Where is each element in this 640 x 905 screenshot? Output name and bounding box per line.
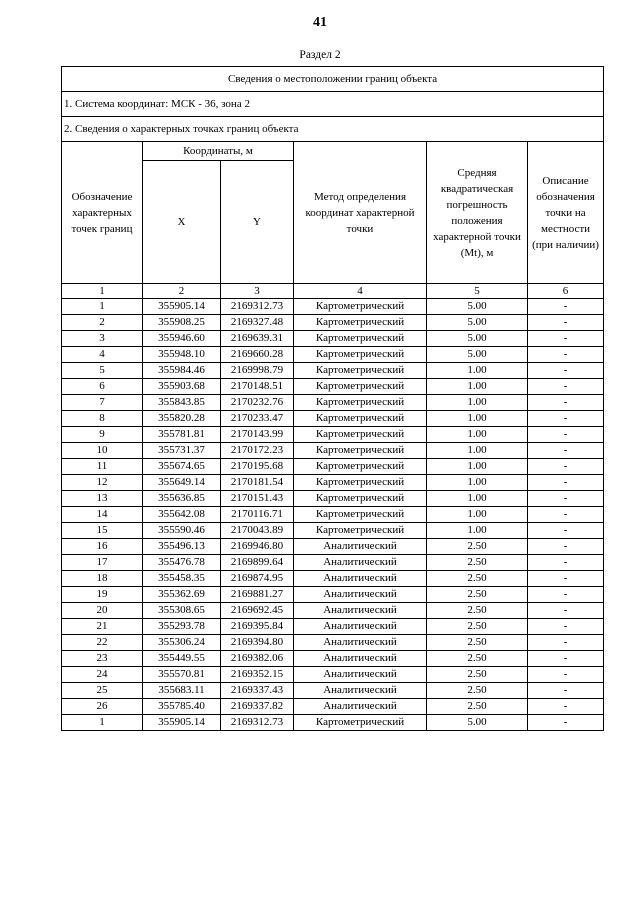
description-cell: - <box>528 619 604 635</box>
x-coordinate-cell: 355948.10 <box>143 347 221 363</box>
y-coordinate-cell: 2169899.64 <box>221 555 294 571</box>
table-body <box>62 67 604 731</box>
column-number: 4 <box>294 284 427 299</box>
accuracy-cell: 1.00 <box>427 523 528 539</box>
y-coordinate-cell: 2169946.80 <box>221 539 294 555</box>
description-cell: - <box>528 395 604 411</box>
method-cell: Картометрический <box>294 379 427 395</box>
x-coordinate-cell: 355903.68 <box>143 379 221 395</box>
x-coordinate-cell: 355458.35 <box>143 571 221 587</box>
point-id-cell: 14 <box>62 507 143 523</box>
y-coordinate-cell: 2169874.95 <box>221 571 294 587</box>
accuracy-cell: 2.50 <box>427 635 528 651</box>
x-coordinate-cell: 355590.46 <box>143 523 221 539</box>
point-id-cell: 9 <box>62 427 143 443</box>
y-coordinate-cell: 2170043.89 <box>221 523 294 539</box>
x-coordinate-cell: 355293.78 <box>143 619 221 635</box>
method-cell: Картометрический <box>294 363 427 379</box>
accuracy-cell: 2.50 <box>427 699 528 715</box>
accuracy-cell: 1.00 <box>427 443 528 459</box>
page-number: 41 <box>313 15 327 30</box>
point-id-cell: 24 <box>62 667 143 683</box>
description-cell: - <box>528 299 604 315</box>
description-cell: - <box>528 635 604 651</box>
description-cell: - <box>528 539 604 555</box>
y-coordinate-cell: 2170116.71 <box>221 507 294 523</box>
column-number-row <box>62 284 604 299</box>
point-id-cell: 8 <box>62 411 143 427</box>
table-row <box>62 459 604 475</box>
column-number: 6 <box>528 284 604 299</box>
points-title-row <box>62 117 604 142</box>
header-designation: Обозначение характерных точек границ <box>62 142 143 284</box>
x-coordinate-cell: 355908.25 <box>143 315 221 331</box>
method-cell: Аналитический <box>294 603 427 619</box>
description-cell: - <box>528 379 604 395</box>
header-row-1 <box>62 142 604 161</box>
description-cell: - <box>528 507 604 523</box>
method-cell: Картометрический <box>294 475 427 491</box>
x-coordinate-cell: 355785.40 <box>143 699 221 715</box>
header-method: Метод определения координат характерной точки <box>294 142 427 284</box>
method-cell: Картометрический <box>294 347 427 363</box>
x-coordinate-cell: 355820.28 <box>143 411 221 427</box>
points-title: 2. Сведения о характерных точках границ объекта <box>62 117 604 142</box>
accuracy-cell: 2.50 <box>427 683 528 699</box>
point-id-cell: 19 <box>62 587 143 603</box>
y-coordinate-cell: 2169337.43 <box>221 683 294 699</box>
accuracy-cell: 2.50 <box>427 651 528 667</box>
method-cell: Аналитический <box>294 683 427 699</box>
description-cell: - <box>528 715 604 731</box>
x-coordinate-cell: 355984.46 <box>143 363 221 379</box>
x-coordinate-cell: 355306.24 <box>143 635 221 651</box>
accuracy-cell: 2.50 <box>427 555 528 571</box>
table-row <box>62 699 604 715</box>
method-cell: Картометрический <box>294 507 427 523</box>
x-coordinate-cell: 355570.81 <box>143 667 221 683</box>
table-row <box>62 651 604 667</box>
description-cell: - <box>528 667 604 683</box>
method-cell: Аналитический <box>294 699 427 715</box>
y-coordinate-cell: 2169312.73 <box>221 715 294 731</box>
method-cell: Аналитический <box>294 635 427 651</box>
method-cell: Аналитический <box>294 571 427 587</box>
y-coordinate-cell: 2170148.51 <box>221 379 294 395</box>
method-cell: Аналитический <box>294 651 427 667</box>
header-accuracy: Средняя квадратическая погрешность положения характерной точки (Mt), м <box>427 142 528 284</box>
accuracy-cell: 2.50 <box>427 587 528 603</box>
method-cell: Картометрический <box>294 523 427 539</box>
header-y: Y <box>221 161 294 284</box>
table-row <box>62 587 604 603</box>
description-cell: - <box>528 603 604 619</box>
table-title-row <box>62 67 604 92</box>
x-coordinate-cell: 355476.78 <box>143 555 221 571</box>
y-coordinate-cell: 2169337.82 <box>221 699 294 715</box>
point-id-cell: 16 <box>62 539 143 555</box>
table-row <box>62 603 604 619</box>
y-coordinate-cell: 2169395.84 <box>221 619 294 635</box>
y-coordinate-cell: 2169312.73 <box>221 299 294 315</box>
x-coordinate-cell: 355905.14 <box>143 715 221 731</box>
accuracy-cell: 1.00 <box>427 379 528 395</box>
accuracy-cell: 2.50 <box>427 571 528 587</box>
column-number: 1 <box>62 284 143 299</box>
x-coordinate-cell: 355649.14 <box>143 475 221 491</box>
x-coordinate-cell: 355731.37 <box>143 443 221 459</box>
table-row <box>62 395 604 411</box>
x-coordinate-cell: 355308.65 <box>143 603 221 619</box>
y-coordinate-cell: 2169639.31 <box>221 331 294 347</box>
accuracy-cell: 1.00 <box>427 411 528 427</box>
description-cell: - <box>528 651 604 667</box>
y-coordinate-cell: 2169998.79 <box>221 363 294 379</box>
y-coordinate-cell: 2169327.48 <box>221 315 294 331</box>
method-cell: Аналитический <box>294 667 427 683</box>
table-row <box>62 635 604 651</box>
description-cell: - <box>528 459 604 475</box>
table-row <box>62 507 604 523</box>
method-cell: Картометрический <box>294 459 427 475</box>
description-cell: - <box>528 331 604 347</box>
point-id-cell: 7 <box>62 395 143 411</box>
point-id-cell: 13 <box>62 491 143 507</box>
accuracy-cell: 2.50 <box>427 603 528 619</box>
column-number: 2 <box>143 284 221 299</box>
y-coordinate-cell: 2170143.99 <box>221 427 294 443</box>
x-coordinate-cell: 355905.14 <box>143 299 221 315</box>
table-row <box>62 299 604 315</box>
accuracy-cell: 2.50 <box>427 539 528 555</box>
method-cell: Картометрический <box>294 427 427 443</box>
accuracy-cell: 1.00 <box>427 459 528 475</box>
boundary-table <box>61 66 604 731</box>
point-id-cell: 18 <box>62 571 143 587</box>
table-row <box>62 619 604 635</box>
accuracy-cell: 5.00 <box>427 331 528 347</box>
description-cell: - <box>528 683 604 699</box>
point-id-cell: 10 <box>62 443 143 459</box>
accuracy-cell: 1.00 <box>427 427 528 443</box>
method-cell: Картометрический <box>294 411 427 427</box>
accuracy-cell: 5.00 <box>427 347 528 363</box>
table-row <box>62 555 604 571</box>
x-coordinate-cell: 355946.60 <box>143 331 221 347</box>
y-coordinate-cell: 2170233.47 <box>221 411 294 427</box>
table-row <box>62 475 604 491</box>
method-cell: Аналитический <box>294 619 427 635</box>
method-cell: Картометрический <box>294 395 427 411</box>
y-coordinate-cell: 2170151.43 <box>221 491 294 507</box>
description-cell: - <box>528 363 604 379</box>
point-id-cell: 2 <box>62 315 143 331</box>
x-coordinate-cell: 355683.11 <box>143 683 221 699</box>
accuracy-cell: 5.00 <box>427 299 528 315</box>
description-cell: - <box>528 427 604 443</box>
point-id-cell: 23 <box>62 651 143 667</box>
method-cell: Картометрический <box>294 715 427 731</box>
accuracy-cell: 1.00 <box>427 491 528 507</box>
table-row <box>62 683 604 699</box>
point-id-cell: 6 <box>62 379 143 395</box>
table-row <box>62 523 604 539</box>
method-cell: Аналитический <box>294 539 427 555</box>
point-id-cell: 4 <box>62 347 143 363</box>
x-coordinate-cell: 355843.85 <box>143 395 221 411</box>
accuracy-cell: 2.50 <box>427 619 528 635</box>
x-coordinate-cell: 355636.85 <box>143 491 221 507</box>
point-id-cell: 17 <box>62 555 143 571</box>
point-id-cell: 5 <box>62 363 143 379</box>
point-id-cell: 11 <box>62 459 143 475</box>
table-row <box>62 443 604 459</box>
accuracy-cell: 2.50 <box>427 667 528 683</box>
table-row <box>62 427 604 443</box>
table-row <box>62 571 604 587</box>
section-label: Раздел 2 <box>299 49 341 61</box>
table-row <box>62 379 604 395</box>
method-cell: Картометрический <box>294 331 427 347</box>
point-id-cell: 15 <box>62 523 143 539</box>
point-id-cell: 1 <box>62 299 143 315</box>
y-coordinate-cell: 2170195.68 <box>221 459 294 475</box>
table-row <box>62 347 604 363</box>
table-row <box>62 539 604 555</box>
coord-system: 1. Система координат: МСК - 36, зона 2 <box>62 92 604 117</box>
accuracy-cell: 1.00 <box>427 475 528 491</box>
table-title: Сведения о местоположении границ объекта <box>62 67 604 92</box>
description-cell: - <box>528 587 604 603</box>
point-id-cell: 25 <box>62 683 143 699</box>
method-cell: Картометрический <box>294 491 427 507</box>
y-coordinate-cell: 2169692.45 <box>221 603 294 619</box>
table-row <box>62 331 604 347</box>
point-id-cell: 26 <box>62 699 143 715</box>
x-coordinate-cell: 355449.55 <box>143 651 221 667</box>
y-coordinate-cell: 2169394.80 <box>221 635 294 651</box>
description-cell: - <box>528 699 604 715</box>
point-id-cell: 1 <box>62 715 143 731</box>
y-coordinate-cell: 2170172.23 <box>221 443 294 459</box>
accuracy-cell: 5.00 <box>427 715 528 731</box>
column-number: 5 <box>427 284 528 299</box>
header-x: X <box>143 161 221 284</box>
y-coordinate-cell: 2170232.76 <box>221 395 294 411</box>
description-cell: - <box>528 555 604 571</box>
y-coordinate-cell: 2170181.54 <box>221 475 294 491</box>
accuracy-cell: 5.00 <box>427 315 528 331</box>
method-cell: Аналитический <box>294 555 427 571</box>
column-number: 3 <box>221 284 294 299</box>
x-coordinate-cell: 355362.69 <box>143 587 221 603</box>
method-cell: Картометрический <box>294 299 427 315</box>
header-coords: Координаты, м <box>143 142 294 161</box>
table-row <box>62 315 604 331</box>
x-coordinate-cell: 355496.13 <box>143 539 221 555</box>
x-coordinate-cell: 355642.08 <box>143 507 221 523</box>
y-coordinate-cell: 2169660.28 <box>221 347 294 363</box>
description-cell: - <box>528 571 604 587</box>
y-coordinate-cell: 2169881.27 <box>221 587 294 603</box>
description-cell: - <box>528 443 604 459</box>
x-coordinate-cell: 355781.81 <box>143 427 221 443</box>
point-id-cell: 21 <box>62 619 143 635</box>
table-row <box>62 715 604 731</box>
y-coordinate-cell: 2169382.06 <box>221 651 294 667</box>
description-cell: - <box>528 411 604 427</box>
description-cell: - <box>528 491 604 507</box>
point-id-cell: 3 <box>62 331 143 347</box>
point-id-cell: 22 <box>62 635 143 651</box>
x-coordinate-cell: 355674.65 <box>143 459 221 475</box>
description-cell: - <box>528 475 604 491</box>
table-row <box>62 411 604 427</box>
header-description: Описание обозначения точки на местности (при наличии) <box>528 142 604 284</box>
method-cell: Картометрический <box>294 315 427 331</box>
coord-system-row <box>62 92 604 117</box>
description-cell: - <box>528 523 604 539</box>
description-cell: - <box>528 315 604 331</box>
method-cell: Аналитический <box>294 587 427 603</box>
table-row <box>62 667 604 683</box>
point-id-cell: 20 <box>62 603 143 619</box>
description-cell: - <box>528 347 604 363</box>
y-coordinate-cell: 2169352.15 <box>221 667 294 683</box>
accuracy-cell: 1.00 <box>427 395 528 411</box>
table-row <box>62 491 604 507</box>
point-id-cell: 12 <box>62 475 143 491</box>
accuracy-cell: 1.00 <box>427 363 528 379</box>
accuracy-cell: 1.00 <box>427 507 528 523</box>
method-cell: Картометрический <box>294 443 427 459</box>
table-row <box>62 363 604 379</box>
